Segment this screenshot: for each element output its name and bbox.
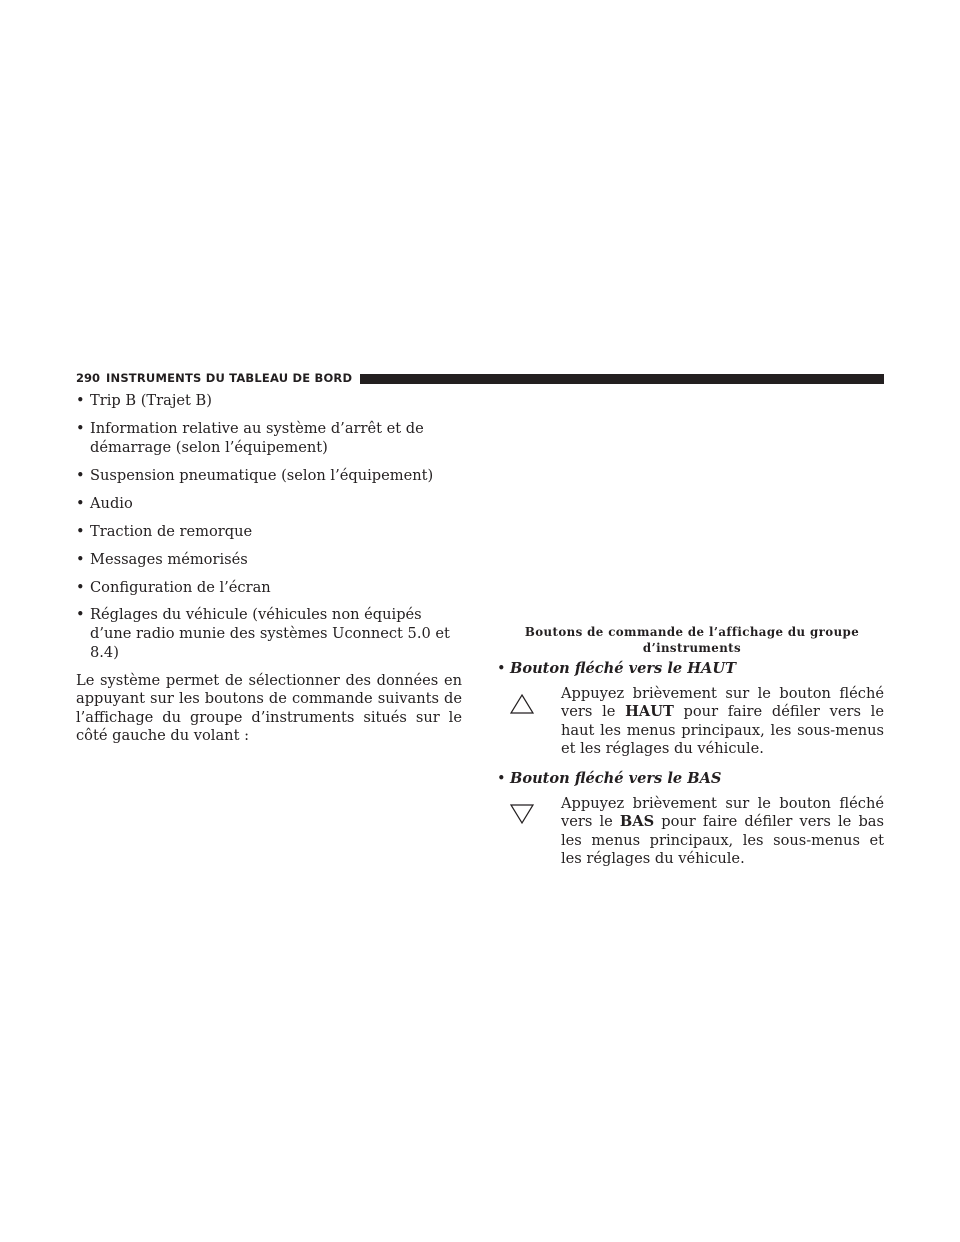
list-item [76, 420, 462, 457]
list-item-text: Messages mémorisés [90, 550, 248, 568]
list-item [76, 523, 462, 542]
list-item [76, 467, 462, 486]
list-item-text: Traction de remorque [90, 522, 253, 540]
header-rule [360, 374, 884, 384]
figure-caption: Boutons de commande de l’affichage du groupe d’instruments [524, 625, 860, 655]
intro-paragraph: Le système permet de sélectionner des données en appuyant sur les boutons de commande suivants de l’affichage du groupe d’instruments situés sur le côté gauche du volant : [76, 671, 462, 745]
bullet-dot: • [76, 392, 85, 409]
list-item-text: Audio [90, 494, 133, 512]
page-number: 290 [76, 371, 101, 385]
item-heading-down [497, 770, 884, 789]
item-heading-up [497, 660, 884, 679]
arrow-down-outline-icon [497, 795, 561, 835]
page-header [76, 370, 884, 386]
bullet-dot: • [76, 606, 85, 624]
list-item [76, 392, 462, 411]
item-body-up [497, 685, 884, 759]
bullet-dot: • [76, 578, 85, 596]
bullet-dot: • [497, 769, 506, 787]
left-column [76, 392, 462, 761]
list-item-text: Configuration de l’écran [90, 578, 271, 596]
bullet-dot: • [497, 660, 506, 677]
keyword: BAS [619, 813, 655, 831]
list-item-text: Information relative au système d’arrêt et de démarrage (selon l’équipement) [90, 419, 424, 456]
bullet-dot: • [76, 494, 85, 512]
list-item-text: Trip B (Trajet B) [90, 392, 212, 409]
list-item [76, 495, 462, 514]
section-title: INSTRUMENTS DU TABLEAU DE BORD [106, 371, 353, 385]
bullet-dot: • [76, 419, 85, 437]
heading-text: Bouton fléché vers le HAUT [510, 660, 736, 677]
item-body-down [497, 795, 884, 869]
list-item [76, 606, 462, 662]
list-item [76, 551, 462, 570]
bullet-dot: • [76, 550, 85, 568]
bullet-dot: • [76, 466, 85, 484]
list-item-text: Réglages du véhicule (véhicules non équipés d’une radio munie des systèmes Uconnect 5.0 et 8.4) [90, 606, 450, 661]
list-item-text: Suspension pneumatique (selon l’équipement) [90, 466, 434, 484]
item-description: Appuyez brièvement sur le bouton fléché vers le BAS pour faire défiler vers le bas les menus principaux, les sous-menus et les réglages du véhicule. [561, 794, 884, 868]
list-item [76, 579, 462, 598]
item-description: Appuyez brièvement sur le bouton fléché vers le HAUT pour faire défiler vers le haut les menus principaux, les sous-menus et les réglages du véhicule. [561, 684, 884, 758]
bullet-dot: • [76, 522, 85, 540]
keyword: HAUT [625, 703, 674, 721]
right-column [497, 660, 884, 880]
heading-text: Bouton fléché vers le BAS [510, 769, 722, 787]
arrow-up-outline-icon [497, 685, 561, 725]
